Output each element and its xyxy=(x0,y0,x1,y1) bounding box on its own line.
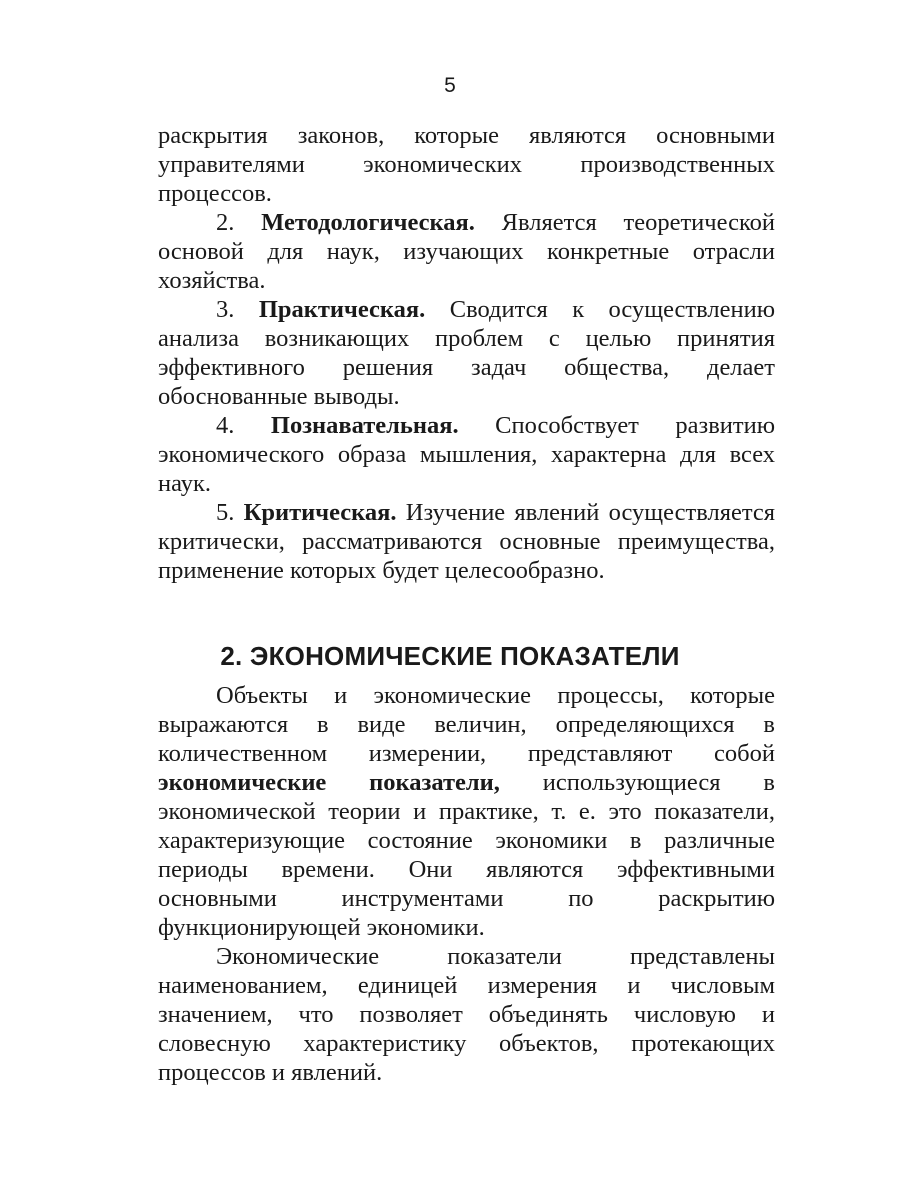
function-text: Является теоретической основой для наук, изучающих конкретные отрасли хозяйства. xyxy=(158,209,775,294)
function-item-methodological xyxy=(158,208,775,295)
section-heading: 2. ЭКОНОМИЧЕСКИЕ ПОКАЗАТЕЛИ xyxy=(220,640,680,671)
function-title: Познавательная. xyxy=(270,412,459,439)
function-title: Критическая. xyxy=(243,499,397,526)
section-paragraph-2: Экономические показатели представлены наименованием, единицей измерения и числовым значением, что позволяет объединять числовую и словесную характеристику объектов, протекающих процессов и явлений. xyxy=(158,943,775,1086)
function-title: Методологическая. xyxy=(261,209,475,236)
paragraph-text-before: Объекты и экономические процессы, которые выражаются в виде величин, определяющихся в количественном измерении, представляют собой xyxy=(158,682,775,767)
function-item-cognitive xyxy=(158,411,775,498)
section-paragraph-1 xyxy=(158,681,775,942)
function-item-critical xyxy=(158,498,775,585)
function-title: Практическая. xyxy=(258,296,426,323)
page-number: 5 xyxy=(444,74,456,97)
function-number: 5. xyxy=(216,499,235,526)
key-term-economic-indicators: экономические показатели, xyxy=(158,769,500,796)
function-number: 4. xyxy=(216,412,235,439)
function-text: Изучение явлений осуществляется критически, рассматриваются основные преимущества, применение которых будет целесообразно. xyxy=(158,499,775,584)
section-text-block xyxy=(158,681,775,1087)
paragraph-text-after: использующиеся в экономической теории и практике, т. е. это показатели, характеризующие состояние экономики в различные периоды времени. Они являются эффективными основными инструментами по раскрытию функционирующей экономики. xyxy=(158,769,775,941)
functions-text-block xyxy=(158,121,775,585)
function-number: 3. xyxy=(216,296,235,323)
intro-paragraph: раскрытия законов, которые являются основными управителями экономических производственных процессов. xyxy=(158,122,775,207)
function-text: Сводится к осуществлению анализа возникающих проблем с целью принятия эффективного решения задач общества, делает обоснованные выводы. xyxy=(158,296,776,410)
function-item-practical xyxy=(158,295,775,411)
function-text: Способствует развитию экономического образа мышления, характерна для всех наук. xyxy=(158,412,776,497)
function-number: 2. xyxy=(216,209,235,236)
